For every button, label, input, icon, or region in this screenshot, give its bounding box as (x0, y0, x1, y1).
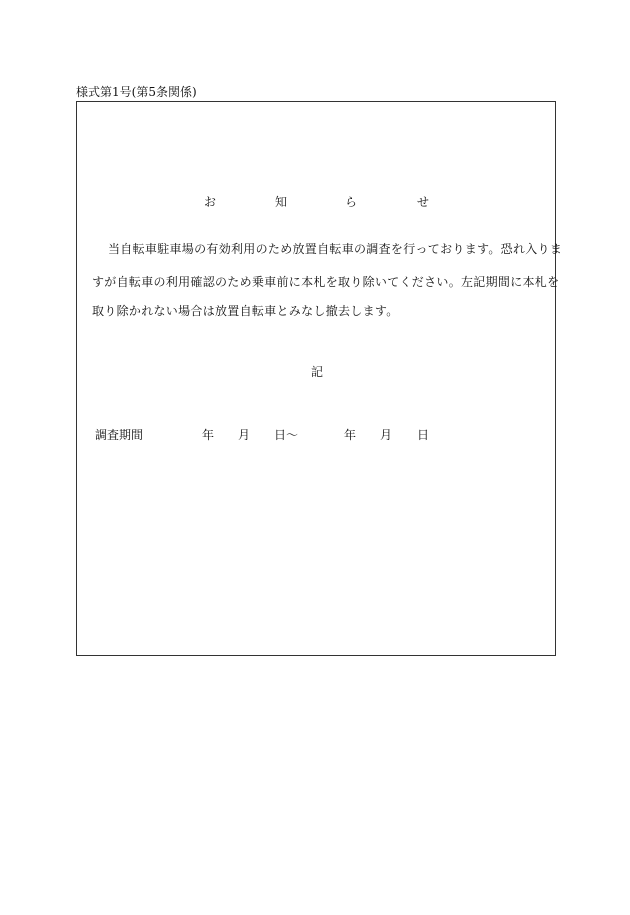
notice-body-line-2: すが自転車の利用確認のため乗車前に本札を取り除いてください。左記期間に本札を (92, 275, 560, 289)
period-start-month: 月 (238, 428, 251, 442)
period-start-year: 年 (202, 428, 215, 442)
period-end-day: 日 (417, 428, 430, 442)
period-end-year: 年 (344, 428, 357, 442)
notice-title-char: お (203, 195, 217, 209)
period-start-day: 日〜 (274, 428, 299, 442)
survey-period-row (0, 426, 630, 442)
notice-body-line-1: 当自転車駐車場の有効利用のため放置自転車の調査を行っております。恐れ入りま (108, 242, 563, 256)
notice-title-char: ら (344, 195, 358, 209)
notice-body-line-3: 取り除かれない場合は放置自転車とみなし撤去します。 (92, 304, 399, 318)
period-end-month: 月 (380, 428, 393, 442)
notice-title-char: せ (416, 195, 430, 209)
notice-title-char: 知 (274, 195, 288, 209)
ki-heading: 記 (311, 365, 324, 379)
survey-period-label: 調査期間 (95, 428, 144, 442)
form-number-label: 様式第1号(第5条関係) (76, 85, 197, 99)
notice-title (0, 193, 630, 209)
